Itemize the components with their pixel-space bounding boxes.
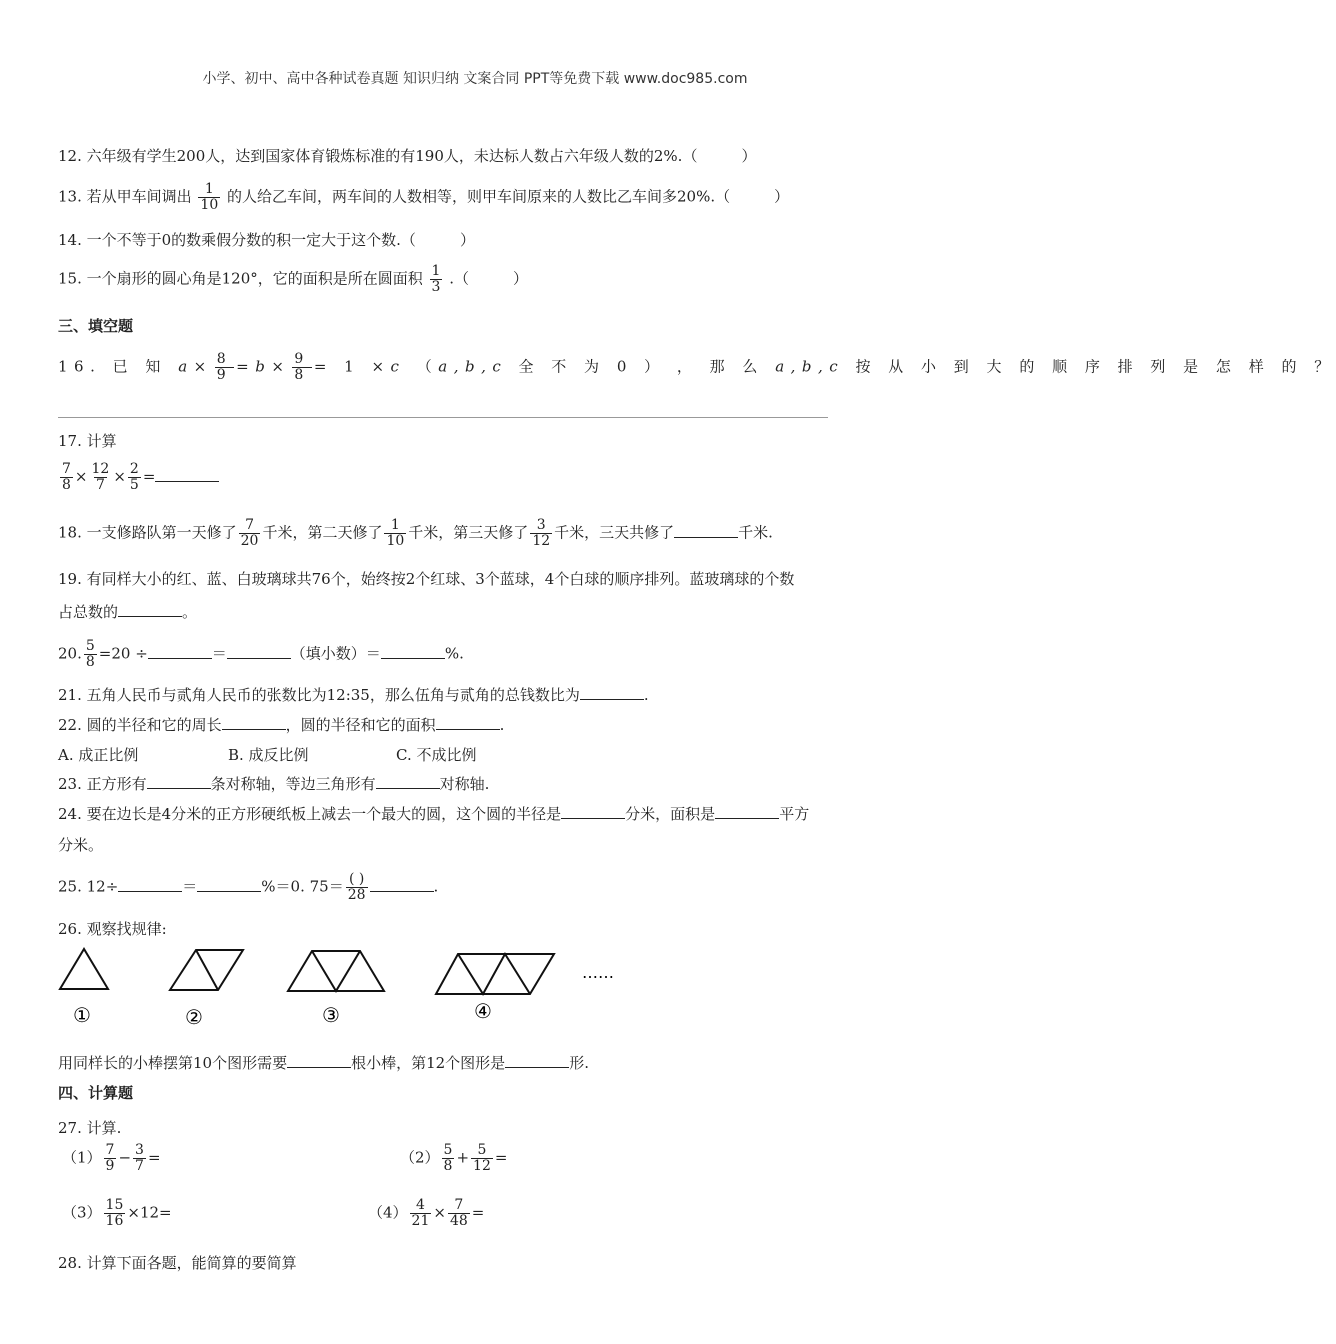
q18-p3: 千米，第三天修了 [408, 523, 529, 542]
q17-f1-num: 7 [62, 461, 71, 477]
q15-frac-num: 1 [431, 263, 441, 279]
q27-1-b-num: 3 [135, 1142, 144, 1158]
q27-2-b-den: 12 [473, 1158, 491, 1174]
q25-blank-2[interactable] [197, 877, 261, 892]
question-23 [58, 773, 890, 795]
question-18 [58, 518, 890, 549]
q18-f3-den: 12 [532, 533, 551, 549]
question-17-expression [58, 462, 890, 493]
q15-end: ） [513, 269, 529, 288]
q27-item-2 [400, 1143, 507, 1174]
q15-pre: 15. 一个扇形的圆心角是120°，它的面积是所在圆面积 [58, 269, 423, 288]
q13-pre: 13. 若从甲车间调出 [58, 187, 192, 206]
q22-options [58, 744, 890, 766]
q27-4-b-num: 7 [454, 1197, 464, 1213]
figure-3-triangles [288, 951, 384, 991]
figure-2-triangles [170, 950, 243, 990]
q16-paren: （ [416, 357, 439, 376]
q27-2-a-den: 8 [443, 1158, 453, 1174]
q24-blank-1[interactable] [561, 804, 625, 819]
q18-p4: 千米，三天共修了 [554, 523, 675, 542]
q17-frac-3 [128, 462, 141, 493]
q22-p2: ，圆的半径和它的面积 [285, 716, 436, 734]
q27-4-op: × [433, 1203, 446, 1222]
question-25 [58, 872, 890, 903]
figure-4-triangles [436, 954, 554, 994]
q18-f2-num: 1 [390, 517, 400, 533]
q16-times-2: × [271, 357, 291, 376]
q16-c: c [390, 357, 406, 376]
q27-3-a-num: 15 [105, 1197, 124, 1213]
q16-f2-num: 9 [294, 351, 310, 367]
q16-f1-den: 9 [216, 367, 233, 383]
q13-post: 的人给乙车间，两车间的人数相等，则甲车间原来的人数比乙车间多20%.（ [227, 187, 731, 206]
q20-frac-den: 8 [85, 654, 95, 670]
question-24 [58, 803, 890, 825]
q12-end: ） [741, 147, 757, 165]
q17-eq: = [142, 467, 156, 486]
q18-frac-3 [530, 518, 552, 549]
q20-frac-num: 5 [85, 638, 95, 654]
figure-1-triangle [60, 949, 108, 989]
q16-ask: 按 从 小 到 大 的 顺 序 排 列 是 怎 样 的 ？ [855, 357, 1336, 376]
q20-num: 20. [58, 644, 82, 663]
q26-title: 26. 观察找规律: [58, 920, 167, 938]
q28-title: 28. 计算下面各题，能简算的要简算 [58, 1254, 297, 1272]
section-4-title: 四、计算题 [58, 1084, 134, 1102]
q25-p2: ＝ [182, 877, 198, 896]
q20-p4: %. [444, 644, 464, 663]
q16-b: b [255, 357, 272, 376]
q18-p5: 千米. [738, 523, 773, 542]
q17-title: 17. 计算 [58, 432, 117, 450]
q22-blank-1[interactable] [222, 715, 286, 730]
figure-ellipsis: …… [582, 963, 614, 982]
q27-4-frac-b [448, 1198, 470, 1229]
q25-frac-num[interactable]: ( ) [348, 871, 365, 887]
q13-frac-den: 10 [200, 197, 219, 213]
q17-frac-2 [90, 462, 112, 493]
q27-4-a-den: 21 [411, 1213, 430, 1229]
q25-blank-1[interactable] [118, 877, 182, 892]
question-22 [58, 714, 890, 736]
figure-label-4: ④ [474, 999, 492, 1023]
q21-end: . [643, 686, 649, 704]
section-3-title: 三、填空题 [58, 317, 134, 335]
q16-eq-1: = [236, 357, 256, 376]
q27-2-a-num: 5 [443, 1142, 453, 1158]
q16-frac-2 [292, 352, 311, 383]
question-21 [58, 684, 890, 706]
q17-answer-blank[interactable] [155, 467, 219, 482]
q17-f2-den: 7 [95, 477, 105, 493]
q17-f1-den: 8 [62, 477, 71, 493]
q27-title: 27. 计算. [58, 1119, 122, 1137]
q25-blank-3[interactable] [370, 877, 434, 892]
q20-p2: ＝ [211, 644, 227, 663]
figure-label-1: ① [73, 1003, 91, 1027]
q16-times-1: × [193, 357, 213, 376]
q27-4-label: （4） [368, 1203, 408, 1222]
q13-end: ） [774, 187, 790, 206]
q20-blank-3[interactable] [381, 644, 445, 659]
q26-p1: 用同样长的小棒摆第10个图形需要 [58, 1054, 288, 1072]
q19-answer-blank[interactable] [118, 602, 182, 617]
q27-3-a-den: 16 [105, 1213, 124, 1229]
q23-p3: 对称轴. [439, 775, 490, 793]
q20-p3: （填小数）＝ [290, 644, 381, 663]
q25-frac [346, 872, 368, 903]
q24-p1: 24. 要在边长是4分米的正方形硬纸板上减去一个最大的圆，这个圆的半径是 [58, 805, 562, 823]
question-13 [58, 182, 890, 213]
q19-line2: 占总数的 [58, 603, 119, 621]
q27-1-frac-b [133, 1143, 146, 1174]
q12-text: 12. 六年级有学生200人，达到国家体育锻炼标准的有190人，未达标人数占六年级人数的2%.（ [58, 147, 698, 165]
q26-p3: 形. [569, 1054, 589, 1072]
q16-a: a [178, 357, 194, 376]
q17-times-1: × [74, 467, 88, 486]
q20-frac [84, 639, 97, 670]
q27-1-eq: = [147, 1148, 161, 1167]
q16-condition: 全 不 为 0 ） ， 那 么 [518, 357, 764, 376]
q27-2-frac-b [471, 1143, 493, 1174]
q27-2-b-num: 5 [477, 1142, 487, 1158]
q22-blank-2[interactable] [436, 715, 500, 730]
q23-blank-2[interactable] [376, 774, 440, 789]
q21-answer-blank[interactable] [580, 685, 644, 700]
q16-frac-1 [215, 352, 234, 383]
q27-1-frac-a [104, 1143, 117, 1174]
q15-fraction [430, 264, 443, 295]
question-19-line-2 [58, 601, 890, 623]
q27-1-b-den: 7 [135, 1158, 144, 1174]
q25-frac-den: 28 [347, 887, 366, 903]
q26-p2: 根小棒，第12个图形是 [351, 1054, 506, 1072]
q17-frac-1 [60, 462, 73, 493]
q27-4-frac-a [410, 1198, 432, 1229]
q26-blank-1[interactable] [287, 1053, 351, 1068]
q19-end: 。 [182, 603, 198, 621]
q21-text: 21. 五角人民币与贰角人民币的张数比为12:35，那么伍角与贰角的总钱数比为 [58, 686, 580, 704]
q16-abc: a,b,c [438, 357, 508, 376]
question-15 [58, 264, 890, 295]
q25-p3: %＝0. 75＝ [261, 877, 344, 896]
q15-post: .（ [449, 269, 470, 288]
q22-option-c[interactable]: C. 不成比例 [396, 746, 477, 764]
q17-f2-num: 12 [91, 461, 110, 477]
q27-4-a-num: 4 [416, 1197, 425, 1213]
q18-f3-num: 3 [536, 517, 546, 533]
q18-frac-2 [384, 518, 406, 549]
q18-f1-den: 20 [240, 533, 259, 549]
q14-end: ） [459, 231, 475, 249]
question-24-line-2: 分米。 [58, 836, 104, 854]
q26-blank-2[interactable] [505, 1053, 569, 1068]
q22-option-b[interactable]: B. 成反比例 [228, 746, 309, 764]
q16-f1-num: 8 [216, 351, 233, 367]
q18-f2-den: 10 [386, 533, 405, 549]
q22-end: . [499, 716, 505, 734]
q18-frac-1 [239, 518, 261, 549]
figure-label-2: ② [185, 1005, 203, 1029]
triangle-pattern-figure [0, 940, 950, 1032]
q23-blank-1[interactable] [147, 774, 211, 789]
question-20 [58, 639, 890, 670]
question-19-line-1: 19. 有同样大小的红、蓝、白玻璃球共76个，始终按2个红球、3个蓝球，4个白球的顺序排列。蓝玻璃球的个数 [58, 570, 795, 588]
q27-1-a-num: 7 [105, 1142, 115, 1158]
question-14 [58, 229, 890, 251]
q27-2-label: （2） [400, 1148, 440, 1167]
q23-p1: 23. 正方形有 [58, 775, 147, 793]
q18-answer-blank[interactable] [674, 523, 738, 538]
q27-3-op: ×12= [127, 1203, 172, 1222]
q27-2-frac-a [442, 1143, 455, 1174]
q27-1-label: （1） [62, 1148, 102, 1167]
q27-2-op: + [456, 1148, 470, 1167]
q23-p2: 条对称轴，等边三角形有 [210, 775, 376, 793]
q27-3-frac-a [104, 1198, 126, 1229]
q13-fraction [198, 182, 220, 213]
q22-p1: 22. 圆的半径和它的周长 [58, 716, 222, 734]
q16-abc-2: a,b,c [775, 357, 845, 376]
q27-item-3 [62, 1198, 172, 1229]
q24-blank-2[interactable] [715, 804, 779, 819]
answer-line [58, 417, 828, 418]
page-header: 小学、初中、高中各种试卷真题 知识归纳 文案合同 PPT等免费下载 www.doc985.com [202, 71, 748, 87]
q16-f2-den: 8 [294, 367, 310, 383]
q17-f3-den: 5 [129, 477, 139, 493]
question-12 [58, 145, 890, 167]
q20-blank-2[interactable] [227, 644, 291, 659]
figure-label-3: ③ [322, 1003, 340, 1027]
q27-item-1 [62, 1143, 161, 1174]
q22-option-a[interactable]: A. 成正比例 [58, 746, 139, 764]
q20-blank-1[interactable] [148, 644, 212, 659]
q25-end: . [433, 877, 439, 896]
q24-p3: 平方 [779, 805, 810, 823]
q27-item-4 [368, 1198, 484, 1229]
q17-times-2: × [113, 467, 126, 486]
question-26-text [58, 1052, 890, 1074]
q14-text: 14. 一个不等于0的数乘假分数的积一定大于这个数.（ [58, 231, 416, 249]
q16-eq-2: = 1 × [313, 357, 391, 376]
q16-num: 16. 已 知 [58, 357, 167, 376]
q27-4-eq: = [471, 1203, 485, 1222]
q15-frac-den: 3 [431, 279, 441, 295]
q17-f3-num: 2 [129, 461, 139, 477]
q25-p1: 25. 12÷ [58, 877, 119, 896]
q18-f1-num: 7 [245, 517, 254, 533]
question-16 [58, 351, 1336, 383]
q18-p2: 千米，第二天修了 [262, 523, 383, 542]
q27-1-a-den: 9 [105, 1158, 115, 1174]
q24-p2: 分米，面积是 [625, 805, 716, 823]
q27-3-label: （3） [62, 1203, 102, 1222]
q27-2-eq: = [494, 1148, 508, 1167]
q27-1-op: − [118, 1148, 132, 1167]
q20-p1: =20 ÷ [98, 644, 148, 663]
q13-frac-num: 1 [204, 181, 214, 197]
q18-p1: 18. 一支修路队第一天修了 [58, 523, 237, 542]
q27-4-b-den: 48 [449, 1213, 468, 1229]
